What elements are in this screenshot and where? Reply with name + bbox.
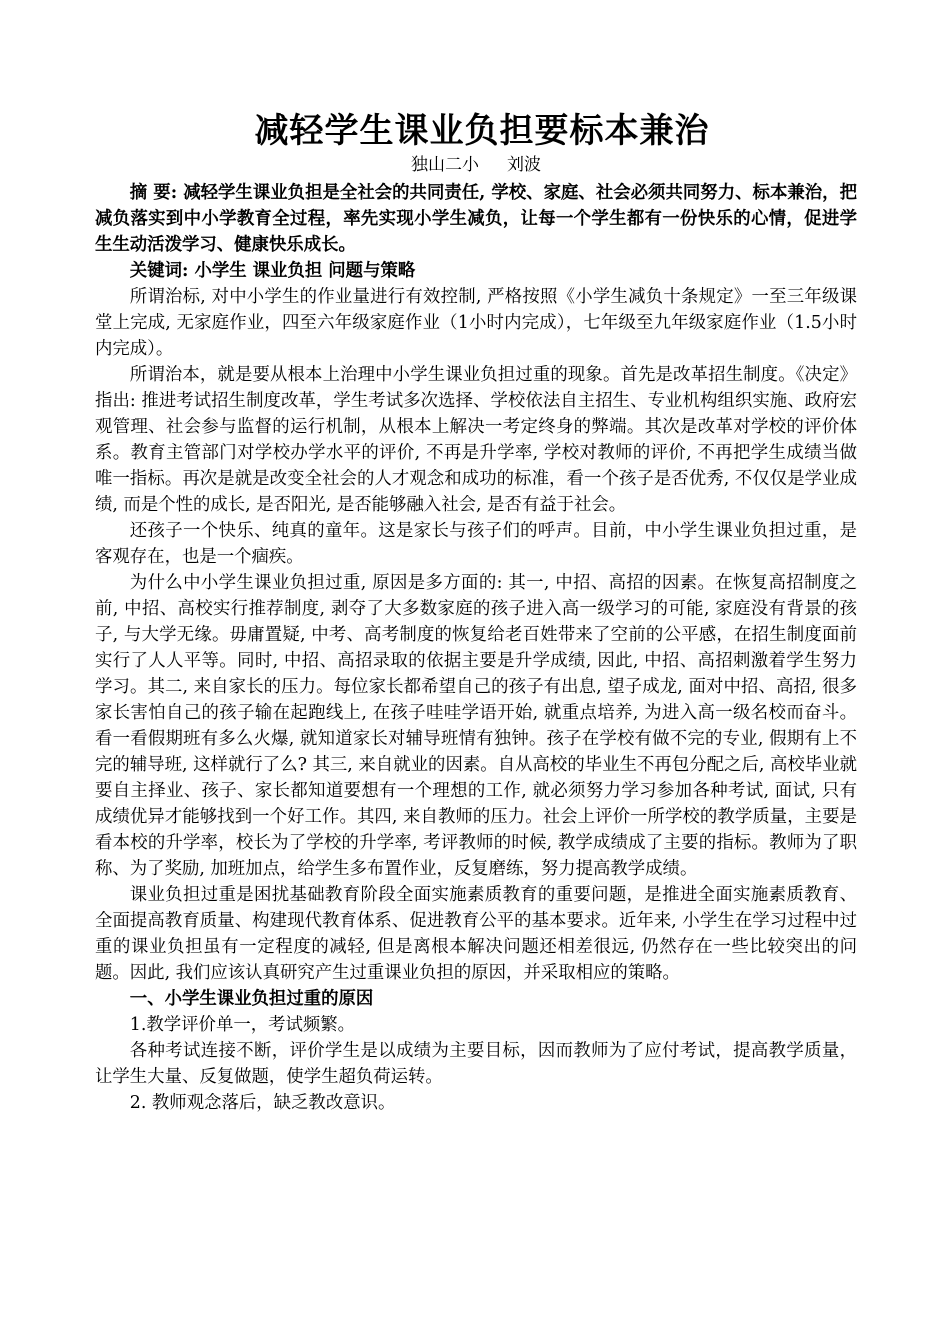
section-item-1-text: 各种考试连接不断，评价学生是以成绩为主要目标，因而教师为了应付考试，提高教学质量，让学生大量、反复做题，使学生超负荷运转。 — [95, 1041, 857, 1087]
document-title: 减轻学生课业负担要标本兼治 — [254, 111, 710, 151]
section-heading: 一、小学生课业负担过重的原因 — [129, 989, 374, 1009]
paragraph-childhood: 还孩子一个快乐、纯真的童年。这是家长与孩子们的呼声。目前，中小学生课业负担过重，是客观存在，也是一个痼疾。 — [95, 521, 857, 567]
paragraph-treat-root: 所谓治本，就是要从根本上治理中小学生课业负担过重的现象。首先是改革招生制度。《决定》指出: 推进考试招生制度改革，学生考试多次选择、学校依法自主招生、专业机构组织实施、政府宏观管理、社会参与监督的运行机制，从根本上解决一考定终身的弊端。其次是改革对学校的评价体系。教育主管部门对学校办学水平的评价, 不再是升学率, 学校对教师的评价, 不再把学生成绩当做唯一指标。再次是就是改变全社会的人才观念和成功的标准，看一个孩子是否优秀, 不仅仅是学业成绩, 而是个性的成长, 是否阳光, 是否能够融入社会, 是否有益于社会。 — [95, 365, 857, 515]
paragraph-reasons: 为什么中小学生课业负担过重, 原因是多方面的: 其一, 中招、高招的因素。在恢复高招制度之前, 中招、高校实行推荐制度, 剥夺了大多数家庭的孩子进入高一级学习的可能, 家庭没有背景的孩子, 与大学无缘。毋庸置疑, 中考、高考制度的恢复给老百姓带来了空前的公平感，在招生制度面前实行了人人平等。同时, 中招、高招录取的依据主要是升学成绩, 因此, 中招、高招刺激着学生努力学习。其二, 来自家长的压力。每位家长都希望自己的孩子有出息, 望子成龙, 面对中招、高招, 很多家长害怕自己的孩子输在起跑线上, 在孩子哇哇学语开始, 就重点培养, 为进入高一级名校而奋斗。看一看假期班有多么火爆, 就知道家长对辅导班情有独钟。孩子在学校有做不完的专业, 假期有上不完的辅导班, 这样就行了么? 其三, 来自就业的因素。自从高校的毕业生不再包分配之后, 高校毕业就要自主择业、孩子、家长都知道要想有一个理想的工作, 就必须努力学习参加各种考试, 面试, 只有成绩优异才能够找到一个好工作。其四, 来自教师的压力。社会上评价一所学校的教学质量，主要是看本校的升学率，校长为了学校的升学率, 考评教师的时候, 教学成绩成了主要的指标。教师为了职称、为了奖励, 加班加点，给学生多布置作业，反复磨练，努力提高教学成绩。 — [95, 573, 857, 879]
section-item-2-title: 2. 教师观念落后，缺乏教改意识。 — [129, 1093, 396, 1113]
paragraph-treat-symptom: 所谓治标, 对中小学生的作业量进行有效控制, 严格按照《小学生减负十条规定》一至三年级课堂上完成, 无家庭作业，四至六年级家庭作业（1小时内完成），七年级至九年级家庭作业（1.5小时内完成）。 — [95, 287, 857, 359]
abstract: 摘 要: 减轻学生课业负担是全社会的共同责任, 学校、家庭、社会必须共同努力、标本兼治，把减负落实到中小学教育全过程，率先实现小学生减负，让每一个学生都有一份快乐的心情，促进学生生动活泼学习、健康快乐成长。 — [95, 183, 857, 255]
keywords: 关键词: 小学生 课业负担 问题与策略 — [129, 261, 416, 281]
author-line — [95, 154, 857, 176]
section-item-1-title: 1.教学评价单一，考试频繁。 — [129, 1015, 356, 1035]
author-school: 独山二小 — [411, 155, 479, 175]
paragraph-quality-education: 课业负担过重是困扰基础教育阶段全面实施素质教育的重要问题，是推进全面实施素质教育、全面提高教育质量、构建现代教育体系、促进教育公平的基本要求。近年来, 小学生在学习过程中过重的课业负担虽有一定程度的减轻, 但是离根本解决问题还相差很远, 仍然存在一些比较突出的问题。因此, 我们应该认真研究产生过重课业负担的原因，并采取相应的策略。 — [95, 885, 857, 983]
document-page — [95, 108, 857, 1116]
author-name: 刘波 — [507, 155, 541, 175]
